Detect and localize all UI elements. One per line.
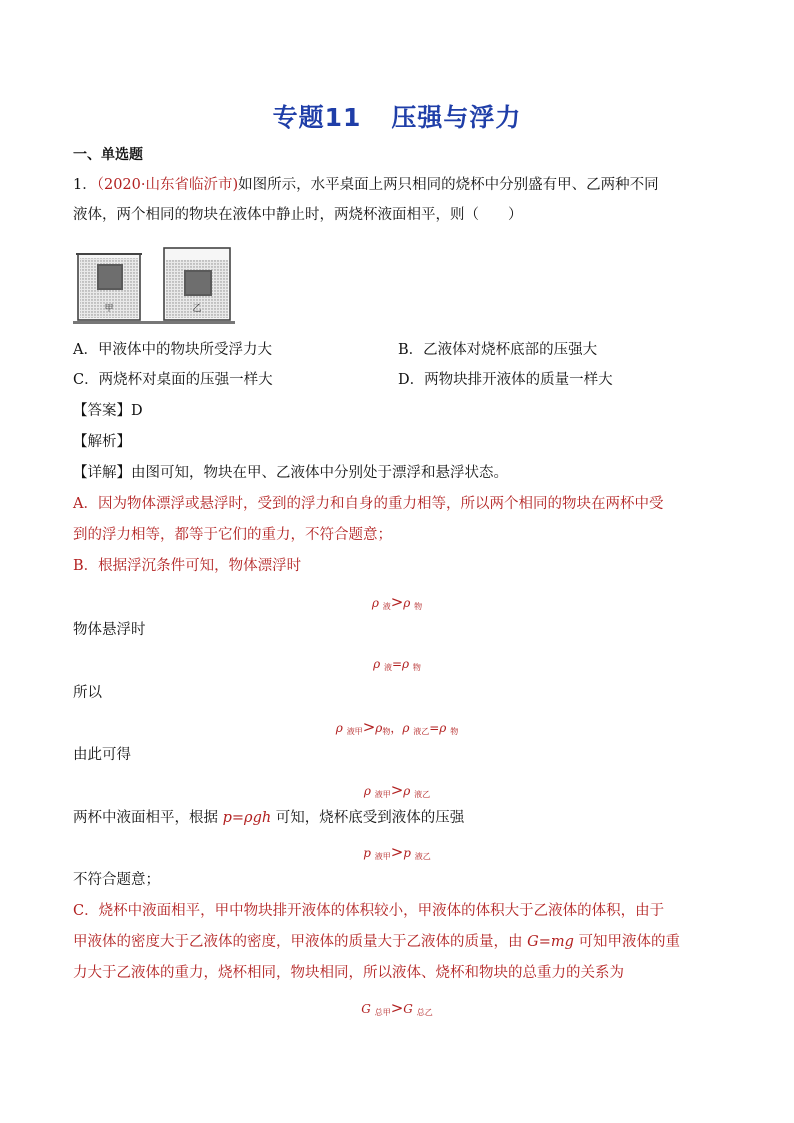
beakers-figure (73, 242, 235, 328)
formula-symbol: p (403, 846, 411, 860)
not-match-text: 不符合题意； (73, 872, 160, 888)
formula-sub: 液乙 (413, 727, 430, 736)
formula-symbol: ρ (402, 657, 410, 671)
option-c: C．两烧杯对桌面的压强一样大 (73, 372, 273, 388)
pressure-line (73, 808, 464, 828)
title-topic: 专题11 (272, 103, 362, 132)
detail-c-line1: C．烧杯中液面相平，甲中物块排开液体的体积较小，甲液体的体积大于乙液体的体积，由于 (73, 903, 665, 919)
detail-c-line2-pre: 甲液体的密度大于乙液体的密度，甲液体的质量大于乙液体的质量，由 (73, 934, 528, 950)
formula-pressure-result (0, 843, 794, 862)
formula-sub: 液甲 (374, 790, 391, 799)
section-heading: 一、单选题 (73, 147, 143, 163)
analysis-label: 【解析】 (73, 434, 131, 450)
formula-op: > (390, 593, 404, 611)
formula-op: > (362, 718, 376, 736)
title-name: 压强与浮力 (391, 103, 522, 132)
formula-op: = (391, 657, 403, 671)
formula-symbol: p (363, 846, 371, 860)
formula-sub: 液甲 (346, 727, 363, 736)
formula-op: > (390, 781, 404, 799)
page-title (0, 98, 794, 134)
formula-op: > (390, 999, 404, 1017)
answer-line (73, 401, 143, 421)
beaker-jia-label: 甲 (104, 304, 114, 314)
option-b: B．乙液体对烧杯底部的压强大 (398, 342, 598, 358)
formula-density-result (0, 781, 794, 800)
formula-float (0, 593, 794, 612)
formula-symbol: ρ (371, 596, 379, 610)
so-text: 所以 (73, 685, 102, 701)
formula-sub: 物 (414, 602, 423, 611)
formula-symbol: ρ (375, 721, 383, 735)
question-stem-text: 如图所示，水平桌面上两只相同的烧杯中分别盛有甲、乙两种不同 (238, 177, 659, 193)
question-stem-line1 (73, 175, 659, 195)
formula-op: = (429, 721, 440, 735)
formula-gravity-result (0, 999, 794, 1018)
answer-label: 【答案】 (73, 403, 131, 419)
formula-sub: 液 (383, 663, 392, 672)
formula-sub: 液 (382, 602, 391, 611)
hence-text: 由此可得 (73, 747, 131, 763)
option-d: D．两物块排开液体的质量一样大 (398, 372, 613, 388)
formula-symbol: G (361, 1002, 371, 1016)
detail-intro (73, 463, 508, 483)
formula-symbol: ρ (402, 721, 410, 735)
formula-compare (0, 718, 794, 737)
formula-symbol: ρ (335, 721, 343, 735)
pressure-line-pre: 两杯中液面相平，根据 (73, 810, 223, 826)
question-stem-line2: 液体，两个相同的物块在液体中静止时，两烧杯液面相平，则（ ） (73, 207, 523, 223)
formula-sub: 总甲 (374, 1008, 391, 1017)
formula-op: > (390, 843, 404, 861)
float-text: 物体悬浮时 (73, 622, 146, 638)
detail-a-line1: A．因为物体漂浮或悬浮时，受到的浮力和自身的重力相等，所以两个相同的物块在两杯中受 (73, 496, 664, 512)
answer-value: D (131, 403, 143, 419)
option-a: A．甲液体中的物块所受浮力大 (73, 342, 272, 358)
formula-sub: 物 (450, 727, 459, 736)
formula-sub: 液甲 (374, 852, 391, 861)
formula-symbol: ρ (363, 784, 371, 798)
formula-sub: 物 (382, 727, 391, 736)
formula-symbol: ρ (403, 596, 411, 610)
formula-comma: ， (390, 721, 403, 735)
formula-symbol: ρ (439, 721, 447, 735)
detail-c-line2-post: 可知甲液体的重 (573, 934, 680, 950)
detail-b-line1: B．根据浮沉条件可知，物体漂浮时 (73, 558, 302, 574)
detail-label: 【详解】 (73, 465, 131, 481)
formula-symbol: ρ (403, 784, 411, 798)
detail-c-line3: 力大于乙液体的重力，烧杯相同，物块相同，所以液体、烧杯和物块的总重力的关系为 (73, 965, 624, 981)
formula-symbol: ρ (373, 657, 381, 671)
detail-intro-text: 由图可知，物块在甲、乙液体中分别处于漂浮和悬浮状态。 (131, 465, 508, 481)
detail-c-line2 (73, 932, 680, 952)
detail-a-line2: 到的浮力相等，都等于它们的重力，不符合题意； (73, 527, 392, 543)
formula-sub: 总乙 (416, 1008, 433, 1017)
pressure-line-post: 可知，烧杯底受到液体的压强 (271, 810, 465, 826)
beakers-illustration (73, 242, 235, 328)
formula-sub: 液乙 (414, 790, 431, 799)
pressure-formula: p=ρgh (222, 810, 272, 826)
gravity-formula: G=mg (527, 934, 574, 950)
formula-sub: 液乙 (414, 852, 431, 861)
formula-sub: 物 (412, 663, 421, 672)
beaker-yi-label: 乙 (192, 304, 202, 314)
question-source: （2020·山东省临沂市) (96, 177, 239, 193)
question-number: 1． (73, 177, 97, 193)
formula-suspend (0, 657, 794, 673)
formula-symbol: G (403, 1002, 413, 1016)
